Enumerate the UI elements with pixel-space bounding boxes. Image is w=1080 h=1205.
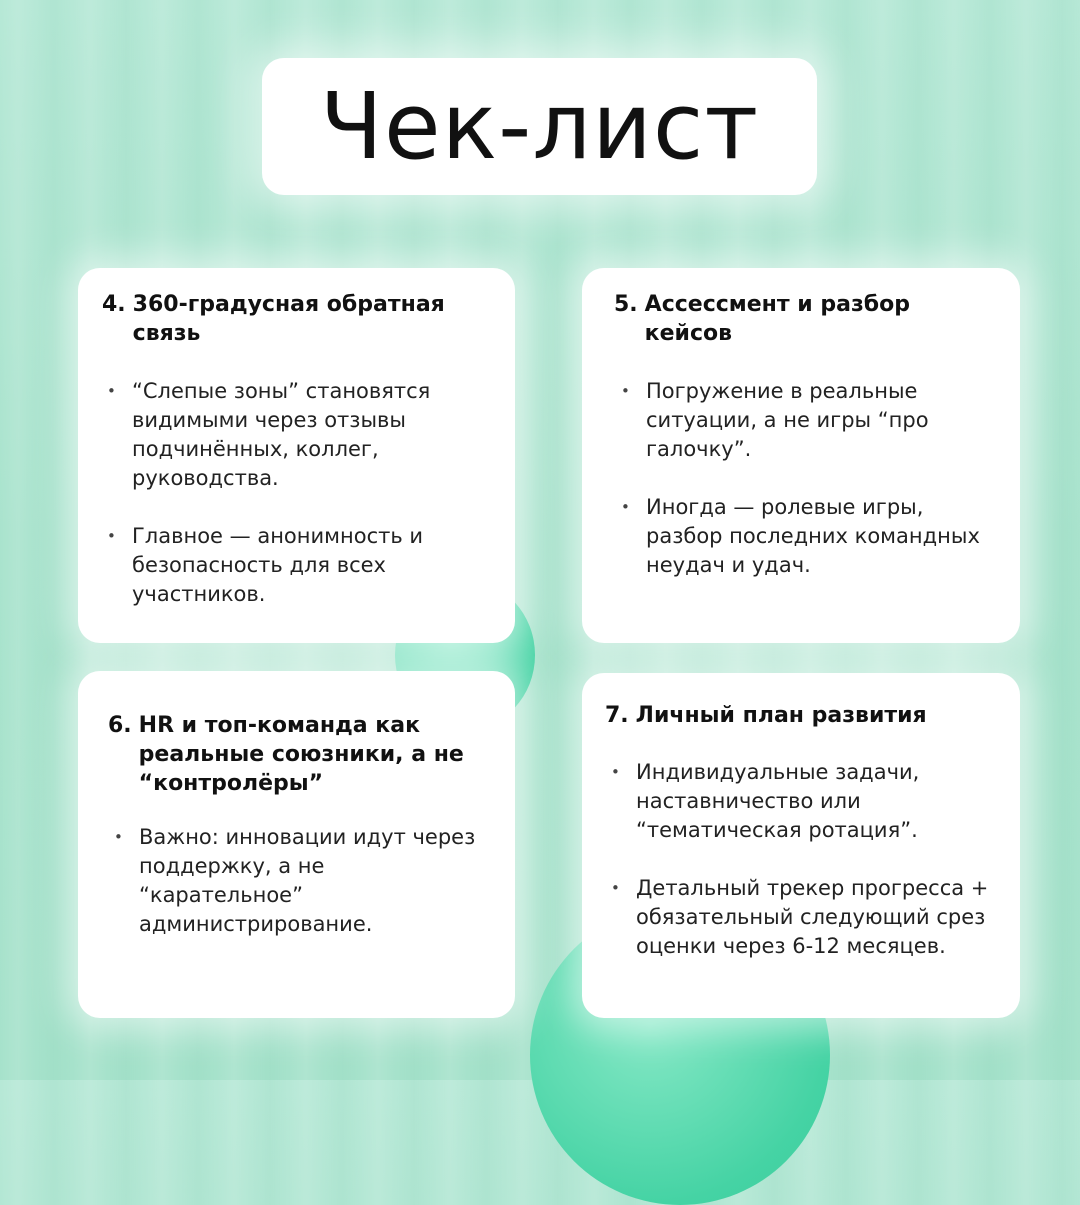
- bullet-list: [636, 758, 1008, 961]
- bullet-list: [139, 823, 495, 939]
- card-number: 6.: [108, 713, 132, 738]
- bullet-list: [646, 377, 1000, 580]
- list-item: • Погружение в реальные ситуации, а не игры “про галочку”.: [646, 377, 1000, 464]
- list-item: • Главное — анонимность и безопасность для всех участников.: [132, 522, 495, 609]
- card-number: 7.: [605, 703, 629, 728]
- card-title: 360-градусная обратная связь: [132, 292, 445, 346]
- checklist-card-4: [78, 268, 515, 643]
- card-heading: [614, 290, 1000, 348]
- list-item: • Детальный трекер прогресса + обязательный следующий срез оценки через 6-12 месяцев.: [636, 874, 1008, 961]
- list-item: • Индивидуальные задачи, наставничество или “тематическая ротация”.: [636, 758, 1008, 845]
- card-title: Ассессмент и разбор кейсов: [644, 292, 910, 346]
- list-item: • “Слепые зоны” становятся видимыми через отзывы подчинённых, коллег, руководства.: [132, 377, 495, 493]
- card-heading: [605, 701, 1008, 730]
- checklist-card-6: [78, 671, 515, 1018]
- card-title: Личный план развития: [635, 703, 927, 728]
- checklist-card-7: [582, 673, 1020, 1018]
- card-number: 4.: [102, 292, 126, 317]
- title-banner: [262, 58, 817, 195]
- card-heading: [108, 711, 495, 798]
- list-item: • Иногда — ролевые игры, разбор последних командных неудач и удач.: [646, 493, 1000, 580]
- list-item: • Важно: инновации идут через поддержку, а не “карательное” администрирование.: [139, 823, 495, 939]
- card-number: 5.: [614, 292, 638, 317]
- bullet-list: [132, 377, 495, 609]
- card-title: HR и топ-команда как реальные союзники, а не “контролёры”: [138, 713, 464, 796]
- card-heading: [102, 290, 495, 348]
- page-title: Чек-лист: [319, 73, 760, 180]
- checklist-card-5: [582, 268, 1020, 643]
